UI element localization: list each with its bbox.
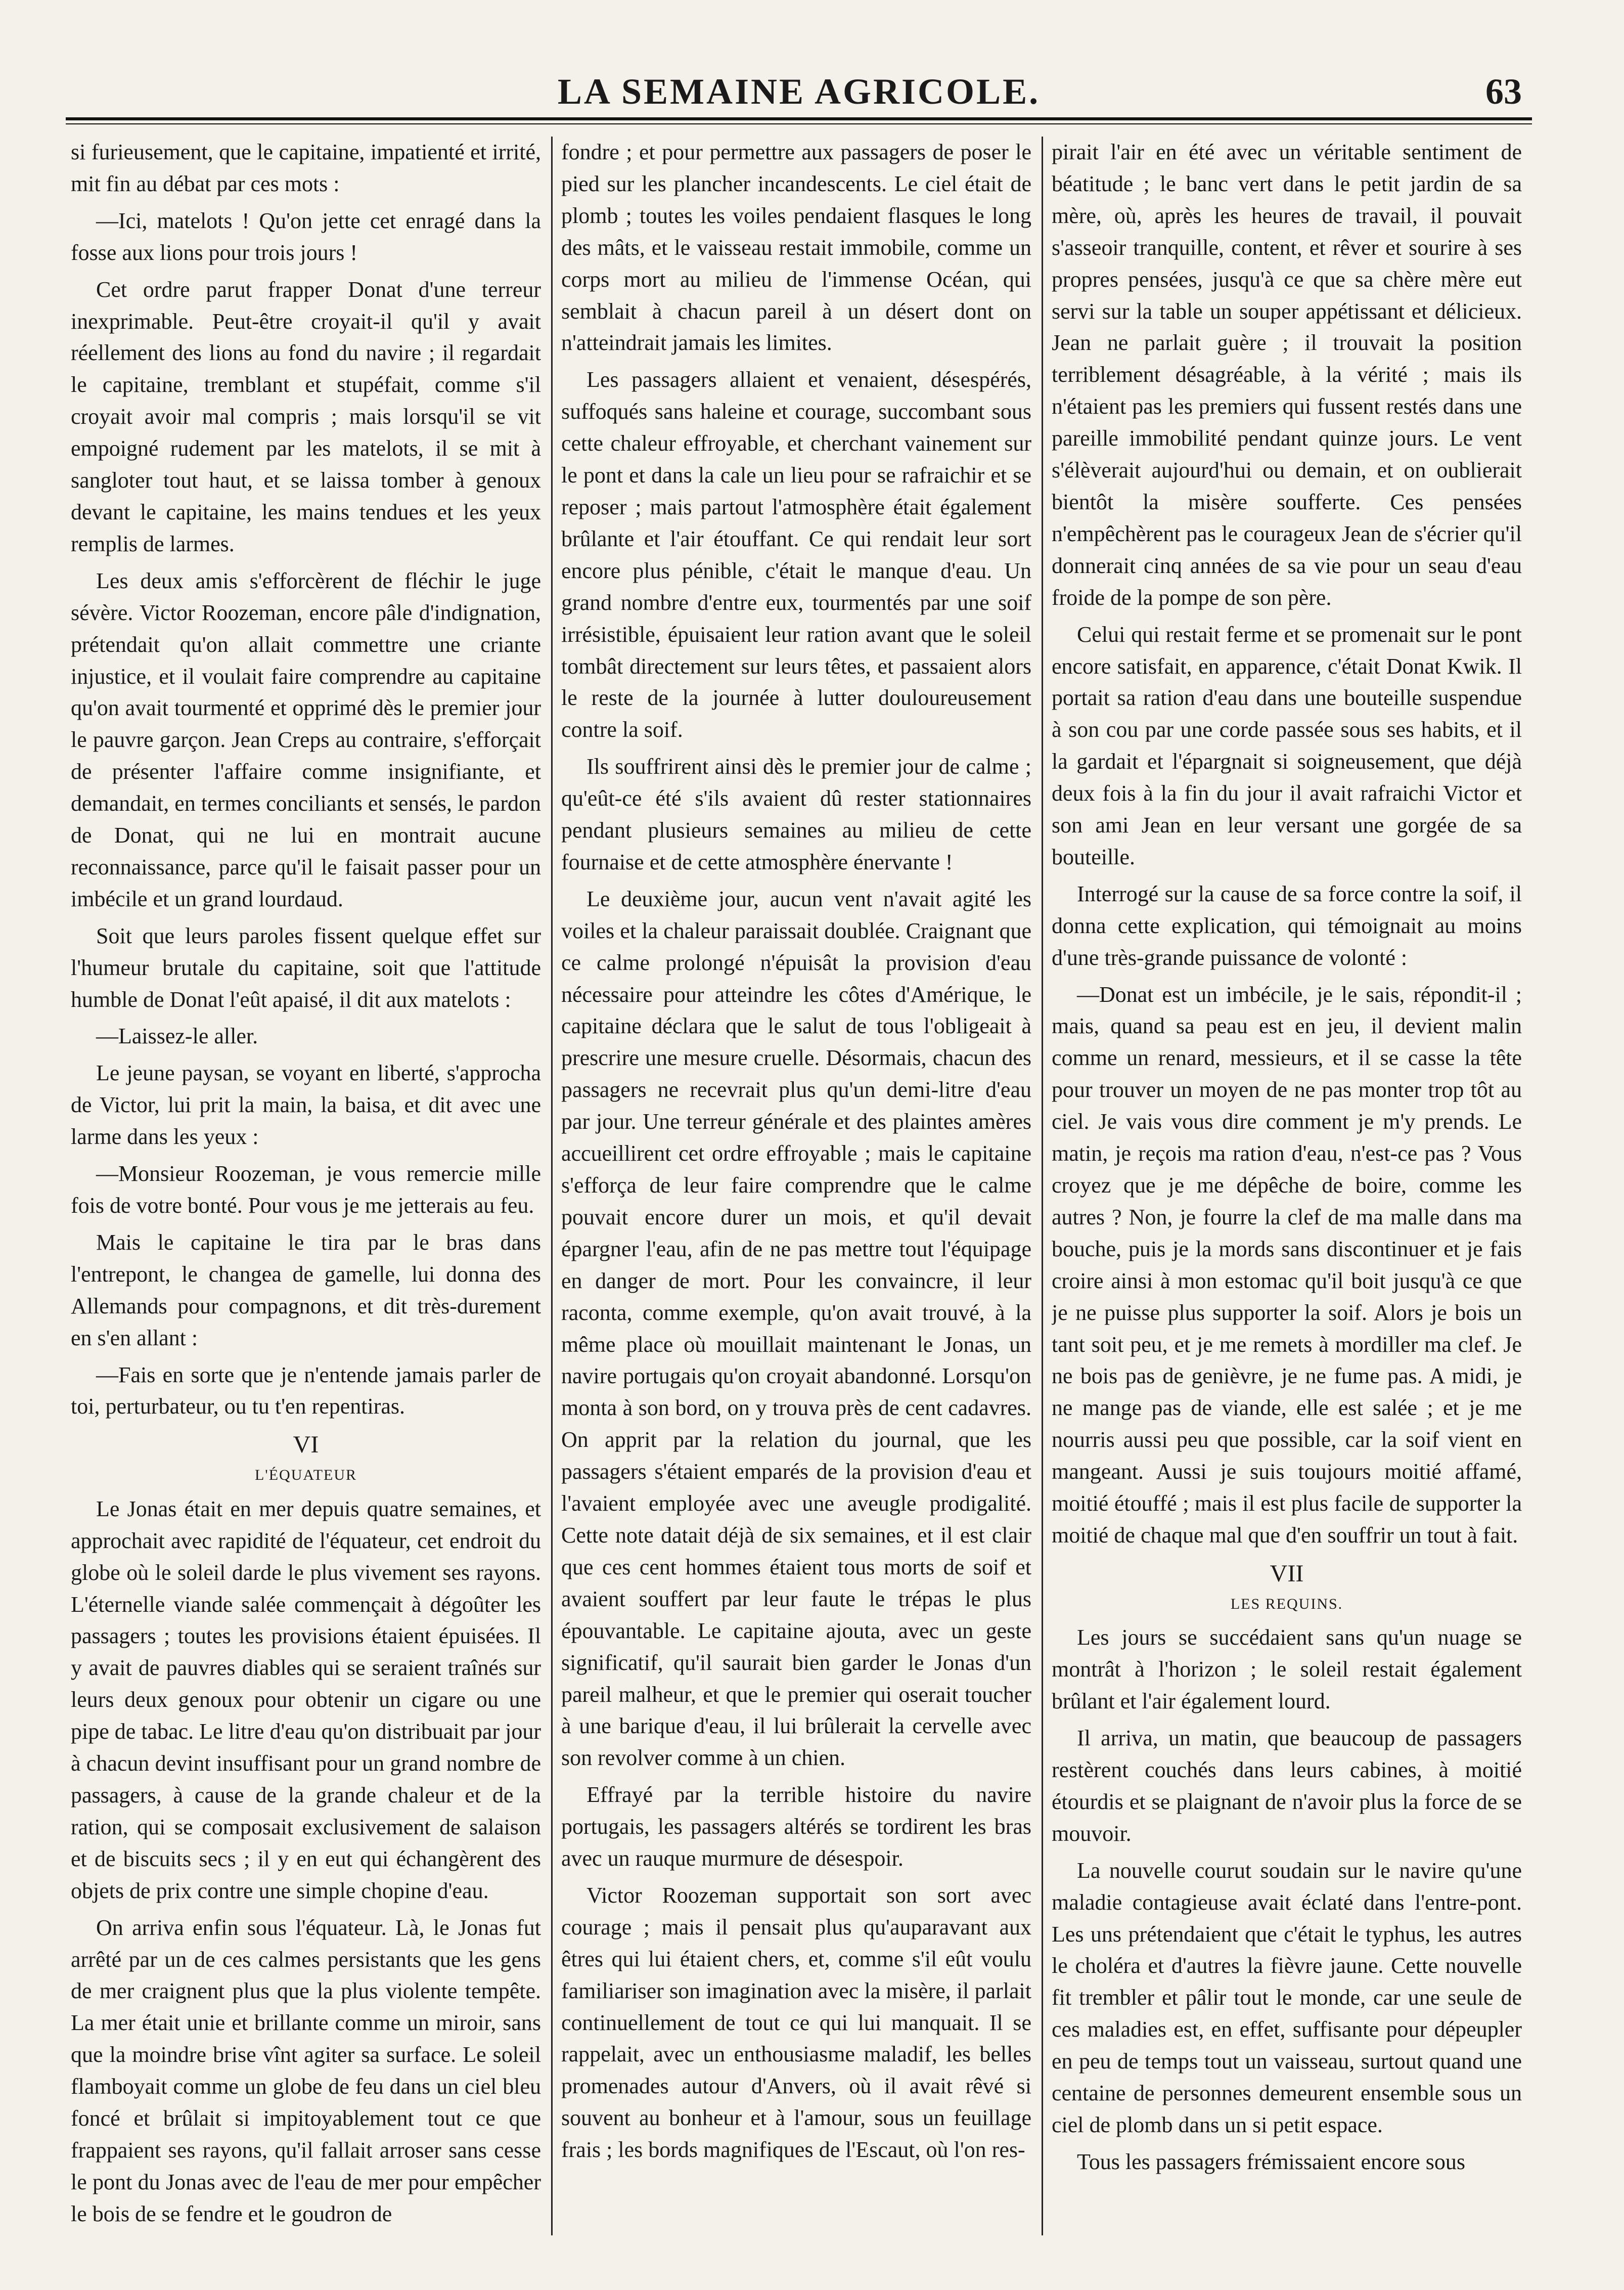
paragraph: Cet ordre parut frapper Donat d'une terreur inexprimable. Peut-être croyait-il qu'il y avait réellement des lions au fond du navire ; il regardait le capitaine, tremblant et stupéfait, comme s'il croyait avoir mal compris ; mais lorsqu'il se vit empoigné rudement par les matelots, il se mit à sangloter tout haut, et se laissa tomber à genoux devant le capitaine, les mains tendues et les yeux remplis de larmes. <box>71 277 541 556</box>
text-column-1 <box>71 137 541 2235</box>
paragraph: Les passagers allaient et venaient, désespérés, suffoqués sans haleine et courage, succombant sous cette chaleur effroyable, et cherchant vainement sur le pont et dans la cale un lieu pour se rafraichir et se reposer ; mais partout l'atmosphère était également brûlante et l'air étouffant. Ce qui rendait leur sort encore plus pénible, c'était le manque d'eau. Un grand nombre d'entre eux, tourmentés par une soif irrésistible, épuisaient leur ration avant que le soleil tombât directement sur leurs têtes, et passaient alors le reste de la journée à lutter douloureusement contre la soif. <box>561 367 1031 742</box>
paragraph: —Donat est un imbécile, je le sais, répondit-il ; mais, quand sa peau est en jeu, il devient malin comme un renard, messieurs, et il se casse la tête pour trouver un moyen de ne pas monter trop tôt au ciel. Je vais vous dire comment je m'y prends. Le matin, je reçois ma ration d'eau, n'est-ce pas ? Vous croyez que je me dépêche de boire, comme les autres ? Non, je fourre la clef de ma malle dans ma bouche, puis je la mords sans discontinuer et je fais croire ainsi à mon estomac qu'il boit jusqu'à ce que je ne puisse plus supporter la soif. Alors je bois un tant soit peu, et je me remets à mordiller ma clef. Je ne bois pas de genièvre, je ne fume pas. A midi, je ne mange pas de viande, elle est salée ; et je me nourris aussi peu que possible, car la soif vient en mangeant. Aussi je suis toujours moitié affamé, moitié étouffé ; mais il est plus facile de supporter la moitié de chaque mal que d'en souffrir un tout à fait. <box>1052 982 1522 1548</box>
section-number: VII <box>1270 1560 1304 1587</box>
paragraph: Soit que leurs paroles fissent quelque effet sur l'humeur brutale du capitaine, soit que l'attitude humble de Donat l'eût apaisé, il dit aux matelots : <box>71 923 541 1012</box>
paragraph: Effrayé par la terrible histoire du navire portugais, les passagers altérés se tordirent les bras avec un rauque murmure de désespoir. <box>561 1782 1031 1871</box>
text-column-3 <box>1052 137 1522 2235</box>
paragraph: —Monsieur Roozeman, je vous remercie mille fois de votre bonté. Pour vous je me jetterais au feu. <box>71 1161 541 1218</box>
page-header <box>76 61 1522 116</box>
paragraph: —Fais en sorte que je n'entende jamais parler de toi, perturbateur, ou tu t'en repentiras. <box>71 1362 541 1419</box>
paragraph: On arriva enfin sous l'équateur. Là, le Jonas fut arrêté par un de ces calmes persistants que les gens de mer craignent plus que la plus violente tempête. La mer était unie et brillante comme un miroir, sans que la moindre brise vînt agiter sa surface. Le soleil flamboyait comme un globe de feu dans un ciel bleu foncé et brûlait si impitoyablement tout ce que frappaient ses rayons, qu'il fallait arroser sans cesse le pont du Jonas avec de l'eau de mer pour empêcher le bois de se fendre et le goudron de <box>71 1915 541 2226</box>
paragraph: pirait l'air en été avec un véritable sentiment de béatitude ; le banc vert dans le petit jardin de sa mère, où, après les heures de travail, il pouvait s'asseoir tranquille, content, et rêver et sourire à ses propres pensées, jusqu'à ce que sa chère mère eut servi sur la table un souper appétissant et délicieux. Jean ne parlait guère ; il trouvait la position terriblement désagréable, à la vérité ; mais ils n'étaient pas les premiers qui fussent restés dans une pareille immobilité pendant quinze jours. Le vent s'élèverait aujourd'hui ou demain, et on oublierait bientôt la misère soufferte. Ces pensées n'empêchèrent pas le courageux Jean de s'écrier qu'il donnerait cinq années de sa vie pour un seau d'eau froide de la pompe de son père. <box>1052 140 1522 610</box>
paragraph: —Laissez-le aller. <box>96 1024 258 1049</box>
text-column-2 <box>561 137 1031 2235</box>
paragraph: si furieusement, que le capitaine, impatienté et irrité, mit fin au débat par ces mots : <box>71 140 541 196</box>
header-rule <box>66 117 1532 124</box>
paragraph: Interrogé sur la cause de sa force contre la soif, il donna cette explication, qui témoignait au moins d'une très-grande puissance de volonté : <box>1052 881 1522 970</box>
section-title: L'ÉQUATEUR <box>254 1466 357 1483</box>
paragraph: Victor Roozeman supportait son sort avec courage ; mais il pensait plus qu'auparavant aux êtres qui lui étaient chers, et, comme s'il eût voulu familiariser son imagination avec la misère, il parlait continuellement de tout ce qui lui manquait. Il se rappelait, avec un enthousiasme maladif, les belles promenades autour d'Anvers, où il avait rêvé si souvent au bonheur et à l'amour, sous un feuillage frais ; les bords magnifiques de l'Escaut, où l'on res- <box>561 1882 1031 2163</box>
paragraph: Le deuxième jour, aucun vent n'avait agité les voiles et la chaleur paraissait doublée. Craignant que ce calme prolongé n'épuisât la provision d'eau nécessaire pour atteindre les côtes d'Amérique, le capitaine déclara que le salut de tous l'obligeait à prescrire une mesure cruelle. Désormais, chacun des passagers ne recevrait plus qu'un demi-litre d'eau par jour. Une terreur générale et des plaintes amères accueillirent cet ordre effroyable ; mais le capitaine s'efforça de leur faire comprendre que le calme pouvait encore durer un mois, et qu'il devait épargner l'eau, afin de ne pas mettre tout l'équipage en danger de mort. Pour les convaincre, il leur raconta, comme exemple, qu'on avait trouvé, à la même place où mouillait maintenant le Jonas, un navire portugais qu'on croyait abandonné. Lorsqu'on monta à son bord, on y trouva près de cent cadavres. On apprit par la relation du journal, que les passagers s'étaient emparés de la provision d'eau et l'avaient employée avec une aveugle prodigalité. Cette note datait déjà de six semaines, et il est clair que ces cent hommes étaient tous morts de soif et avaient souffert par leur faute le trépas le plus épouvantable. Le capitaine ajouta, avec un geste significatif, qu'il saurait bien garder le Jonas d'un pareil malheur, et que le premier qui oserait toucher à une barique d'eau, il lui brûlerait la cervelle avec son revolver comme à un chien. <box>561 886 1031 1771</box>
paragraph: Le jeune paysan, se voyant en liberté, s'approcha de Victor, lui prit la main, la baisa, et dit avec une larme dans les yeux : <box>71 1061 541 1150</box>
column-divider-2 <box>1042 137 1043 2235</box>
paragraph: —Ici, matelots ! Qu'on jette cet enragé dans la fosse aux lions pour trois jours ! <box>71 208 541 265</box>
page-number: 63 <box>1485 71 1522 112</box>
section-number: VI <box>293 1431 319 1459</box>
paragraph: fondre ; et pour permettre aux passagers de poser le pied sur les plancher incandescents. Le ciel était de plomb ; toutes les voiles pendaient flasques le long des mâts, et le vaisseau restait immobile, comme un corps mort au milieu de l'immense Océan, qui semblait à chacun pareil à un désert dont on n'atteindrait jamais les limites. <box>561 140 1031 356</box>
publication-title: LA SEMAINE AGRICOLE. <box>557 71 1041 112</box>
section-title: LES REQUINS. <box>1230 1595 1343 1612</box>
paragraph: Les jours se succédaient sans qu'un nuage se montrât à l'horizon ; le soleil restait également brûlant et l'air également lourd. <box>1052 1625 1522 1714</box>
paragraph: Les deux amis s'efforcèrent de fléchir le juge sévère. Victor Roozeman, encore pâle d'indignation, prétendait qu'on allait commettre une criante injustice, et il voulait faire comprendre au capitaine qu'on avait tourmenté et opprimé dès le premier jour le pauvre garçon. Jean Creps au contraire, s'efforçait de présenter l'affaire comme insignifiante, et demandait, en termes conciliants et sensés, le pardon de Donat, qui ne lui en montrait aucune reconnaissance, parce qu'il le faisait passer pour un imbécile et un grand lourdaud. <box>71 568 541 911</box>
paragraph: Le Jonas était en mer depuis quatre semaines, et approchait avec rapidité de l'équateur, cet endroit du globe où le soleil darde le plus vivement ses rayons. L'éternelle viande salée commençait à dégoûter les passagers ; toutes les provisions étaient épuisées. Il y avait de pauvres diables qui se seraient traînés sur leurs deux genoux pour obtenir un cigare ou une pipe de tabac. Le litre d'eau qu'on distribuait par jour à chacun devint insuffisant pour un grand nombre de passagers, à cause de la grande chaleur et de la ration, qui se composait exclusivement de salaison et de biscuits secs ; il y en eut qui échangèrent des objets de prix contre une simple chopine d'eau. <box>71 1496 541 1903</box>
column-divider-1 <box>551 137 553 2235</box>
paragraph: Ils souffrirent ainsi dès le premier jour de calme ; qu'eût-ce été s'ils avaient dû rester stationnaires pendant plusieurs semaines au milieu de cette fournaise et de cette atmosphère énervante ! <box>561 754 1031 874</box>
paragraph: Celui qui restait ferme et se promenait sur le pont encore satisfait, en apparence, c'était Donat Kwik. Il portait sa ration d'eau dans une bouteille suspendue à son cou par une corde passée sous ses habits, et il la gardait et l'épargnait si soigneusement, que déjà deux fois à la fin du jour il avait rafraichi Victor et son ami Jean en leur versant une gorgée de sa bouteille. <box>1052 622 1522 869</box>
paragraph: La nouvelle courut soudain sur le navire qu'une maladie contagieuse avait éclaté dans l'entre-pont. Les uns prétendaient que c'était le typhus, les autres le choléra et d'autres la fièvre jaune. Cette nouvelle fit trembler et pâlir tout le monde, car une seule de ces maladies est, en effet, suffisante pour dépeupler en peu de temps tout un vaisseau, surtout quand une centaine de personnes demeurent ensemble sous un ciel de plomb dans un si petit espace. <box>1052 1858 1522 2137</box>
paragraph: Mais le capitaine le tira par le bras dans l'entrepont, le changea de gamelle, lui donna des Allemands pour compagnons, et dit très-durement en s'en allant : <box>71 1229 541 1350</box>
paragraph: Tous les passagers frémissaient encore sous <box>1077 2149 1465 2174</box>
paragraph: Il arriva, un matin, que beaucoup de passagers restèrent couchés dans leurs cabines, à moitié étourdis et se plaignant de n'avoir plus la force de se mouvoir. <box>1052 1726 1522 1846</box>
